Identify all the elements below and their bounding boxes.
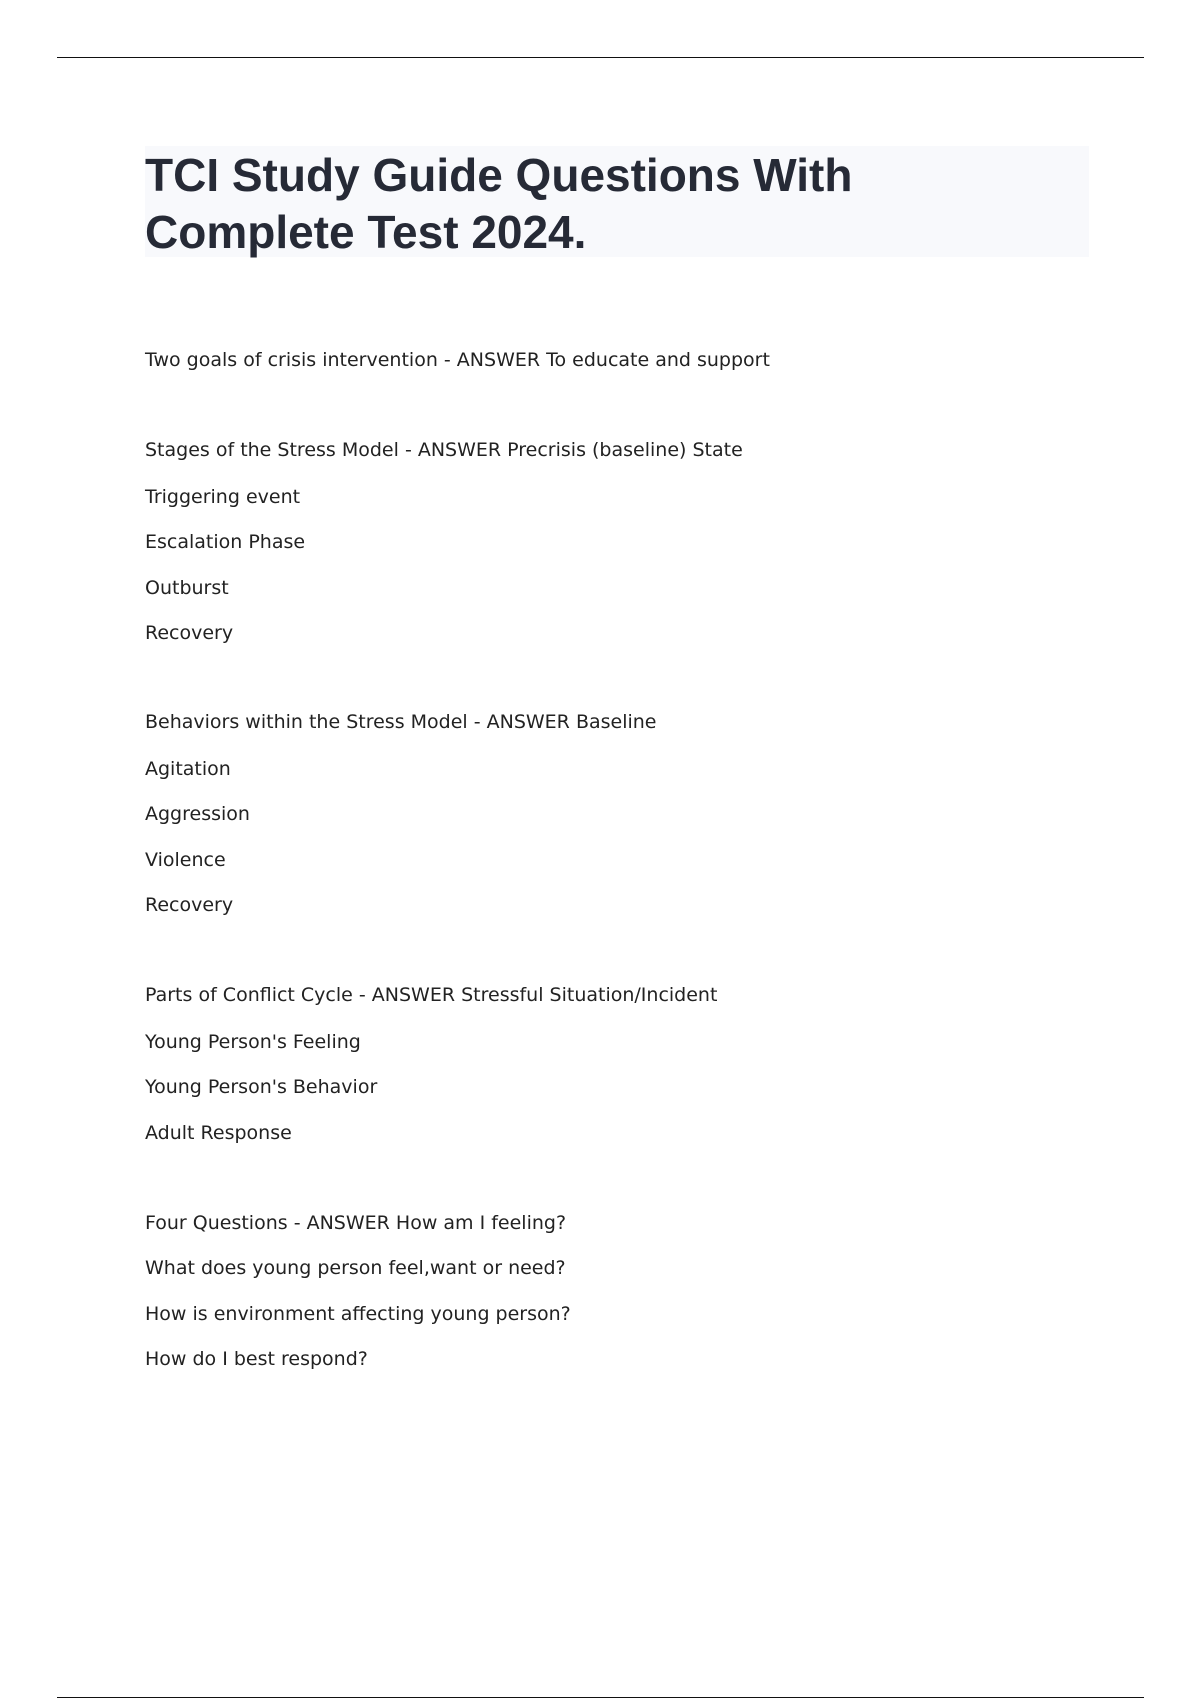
qa-2-answer-5: Recovery: [145, 622, 234, 644]
qa-2-answer-4: Outburst: [145, 577, 229, 599]
qa-2-separator: - ANSWER: [398, 439, 508, 461]
qa-2-first-line: [145, 438, 743, 462]
qa-3-answer-5: Recovery: [145, 894, 234, 916]
qa-3-question: Behaviors within the Stress Model: [145, 711, 468, 733]
qa-4-first-line: [145, 983, 717, 1007]
qa-2-answer-2: Triggering event: [145, 486, 301, 508]
qa-5-first-line: [145, 1211, 566, 1235]
qa-2-question: Stages of the Stress Model: [145, 439, 399, 461]
qa-4-answer-3: Young Person's Behavior: [145, 1076, 378, 1098]
qa-4-separator: - ANSWER: [352, 984, 462, 1006]
title-block: [145, 146, 1089, 257]
qa-1-separator: - ANSWER: [437, 349, 547, 371]
qa-4-question: Parts of Conflict Cycle: [145, 984, 353, 1006]
qa-3-answer-2: Agitation: [145, 758, 231, 780]
qa-2-answer-1: Precrisis (baseline) State: [507, 439, 743, 461]
qa-3-answer-4: Violence: [145, 849, 226, 871]
qa-3-first-line: [145, 710, 657, 734]
qa-3-answer-1: Baseline: [575, 711, 657, 733]
qa-5-answer-1: How am I feeling?: [395, 1212, 567, 1234]
page-title-line-1: TCI Study Guide Questions With: [145, 149, 853, 201]
qa-5-separator: - ANSWER: [287, 1212, 396, 1234]
qa-2-answer-3: Escalation Phase: [145, 531, 306, 553]
qa-4-answer-1: Stressful Situation/Incident: [461, 984, 718, 1006]
qa-5-answer-2: What does young person feel,want or need?: [145, 1257, 566, 1279]
top-rule: [57, 57, 1144, 58]
bottom-rule: [57, 1697, 1144, 1698]
qa-3-answer-3: Aggression: [145, 803, 250, 825]
qa-1-first-line: [145, 348, 770, 372]
page-title-line-2: Complete Test 2024.: [145, 206, 587, 258]
qa-4-answer-4: Adult Response: [145, 1122, 292, 1144]
qa-5-question: Four Questions: [145, 1212, 288, 1234]
qa-1-answer-1: To educate and support: [546, 349, 770, 371]
qa-5-answer-4: How do I best respond?: [145, 1348, 368, 1370]
qa-4-answer-2: Young Person's Feeling: [145, 1031, 361, 1053]
qa-1-question: Two goals of crisis intervention: [145, 349, 438, 371]
qa-5-answer-3: How is environment affecting young person?: [145, 1303, 571, 1325]
qa-3-separator: - ANSWER: [467, 711, 576, 733]
